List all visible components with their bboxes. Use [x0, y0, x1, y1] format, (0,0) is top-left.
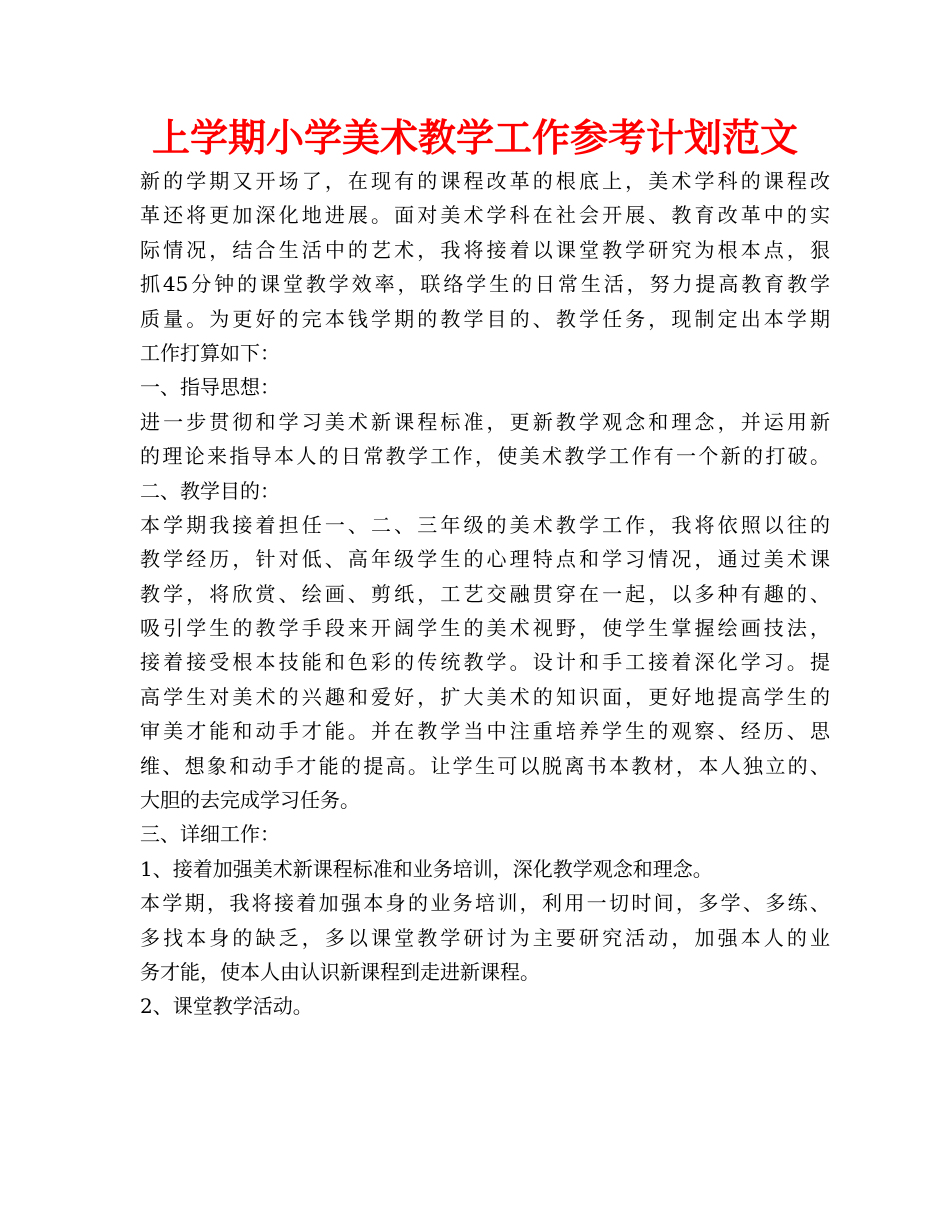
paragraph-line: 进一步贯彻和学习美术新课程标准，更新教学观念和理念，并运用新	[140, 409, 830, 434]
paragraph-line: 质量。为更好的完本钱学期的教学目的、教学任务，现制定出本学期	[140, 306, 830, 331]
paragraph-line: 大胆的去完成学习任务。	[140, 788, 360, 813]
paragraph-line: 教学，将欣赏、绘画、剪纸，工艺交融贯穿在一起，以多种有趣的、	[140, 581, 830, 606]
paragraph-line: 革还将更加深化地进展。面对美术学科在社会开展、教育改革中的实	[140, 203, 830, 228]
paragraph-line: 审美才能和动手才能。并在教学当中注重培养学生的观察、经历、思	[140, 719, 830, 744]
paragraph-line: 本学期我接着担任一、二、三年级的美术教学工作，我将依照以往的	[140, 512, 830, 537]
paragraph-line: 教学经历，针对低、高年级学生的心理特点和学习情况，通过美术课	[140, 547, 830, 572]
paragraph-line: 接着接受根本技能和色彩的传统教学。设计和手工接着深化学习。提	[140, 650, 830, 675]
paragraph-line: 抓45分钟的课堂教学效率，联络学生的日常生活，努力提高教育教学	[140, 272, 830, 297]
paragraph-line: 际情况，结合生活中的艺术，我将接着以课堂教学研究为根本点，狠	[140, 237, 830, 262]
paragraph-line: 务才能，使本人由认识新课程到走进新课程。	[140, 959, 540, 984]
section-heading: 二、教学目的：	[140, 478, 280, 503]
paragraph-line: 新的学期又开场了，在现有的课程改革的根底上，美术学科的课程改	[140, 169, 830, 193]
section-heading: 三、详细工作：	[140, 822, 280, 847]
paragraph-line: 的理论来指导本人的日常教学工作，使美术教学工作有一个新的打破。	[140, 444, 830, 469]
section-heading: 一、指导思想：	[140, 375, 280, 400]
paragraph-line: 多找本身的缺乏，多以课堂教学研讨为主要研究活动，加强本人的业	[140, 925, 830, 950]
subsection-heading: 2、课堂教学活动。	[140, 994, 313, 1019]
paragraph-line: 本学期，我将接着加强本身的业务培训，利用一切时间，多学、多练、	[140, 891, 830, 916]
paragraph-line: 维、想象和动手才能的提高。让学生可以脱离书本教材，本人独立的、	[140, 753, 830, 778]
paragraph-line: 高学生对美术的兴趣和爱好，扩大美术的知识面，更好地提高学生的	[140, 684, 830, 709]
paragraph-line: 吸引学生的教学手段来开阔学生的美术视野，使学生掌握绘画技法，	[140, 616, 830, 641]
paragraph-line: 工作打算如下：	[140, 340, 280, 365]
document-title: 上学期小学美术教学工作参考计划范文	[151, 116, 798, 160]
subsection-heading: 1、接着加强美术新课程标准和业务培训，深化教学观念和理念。	[140, 856, 713, 881]
document-body	[140, 164, 830, 1024]
